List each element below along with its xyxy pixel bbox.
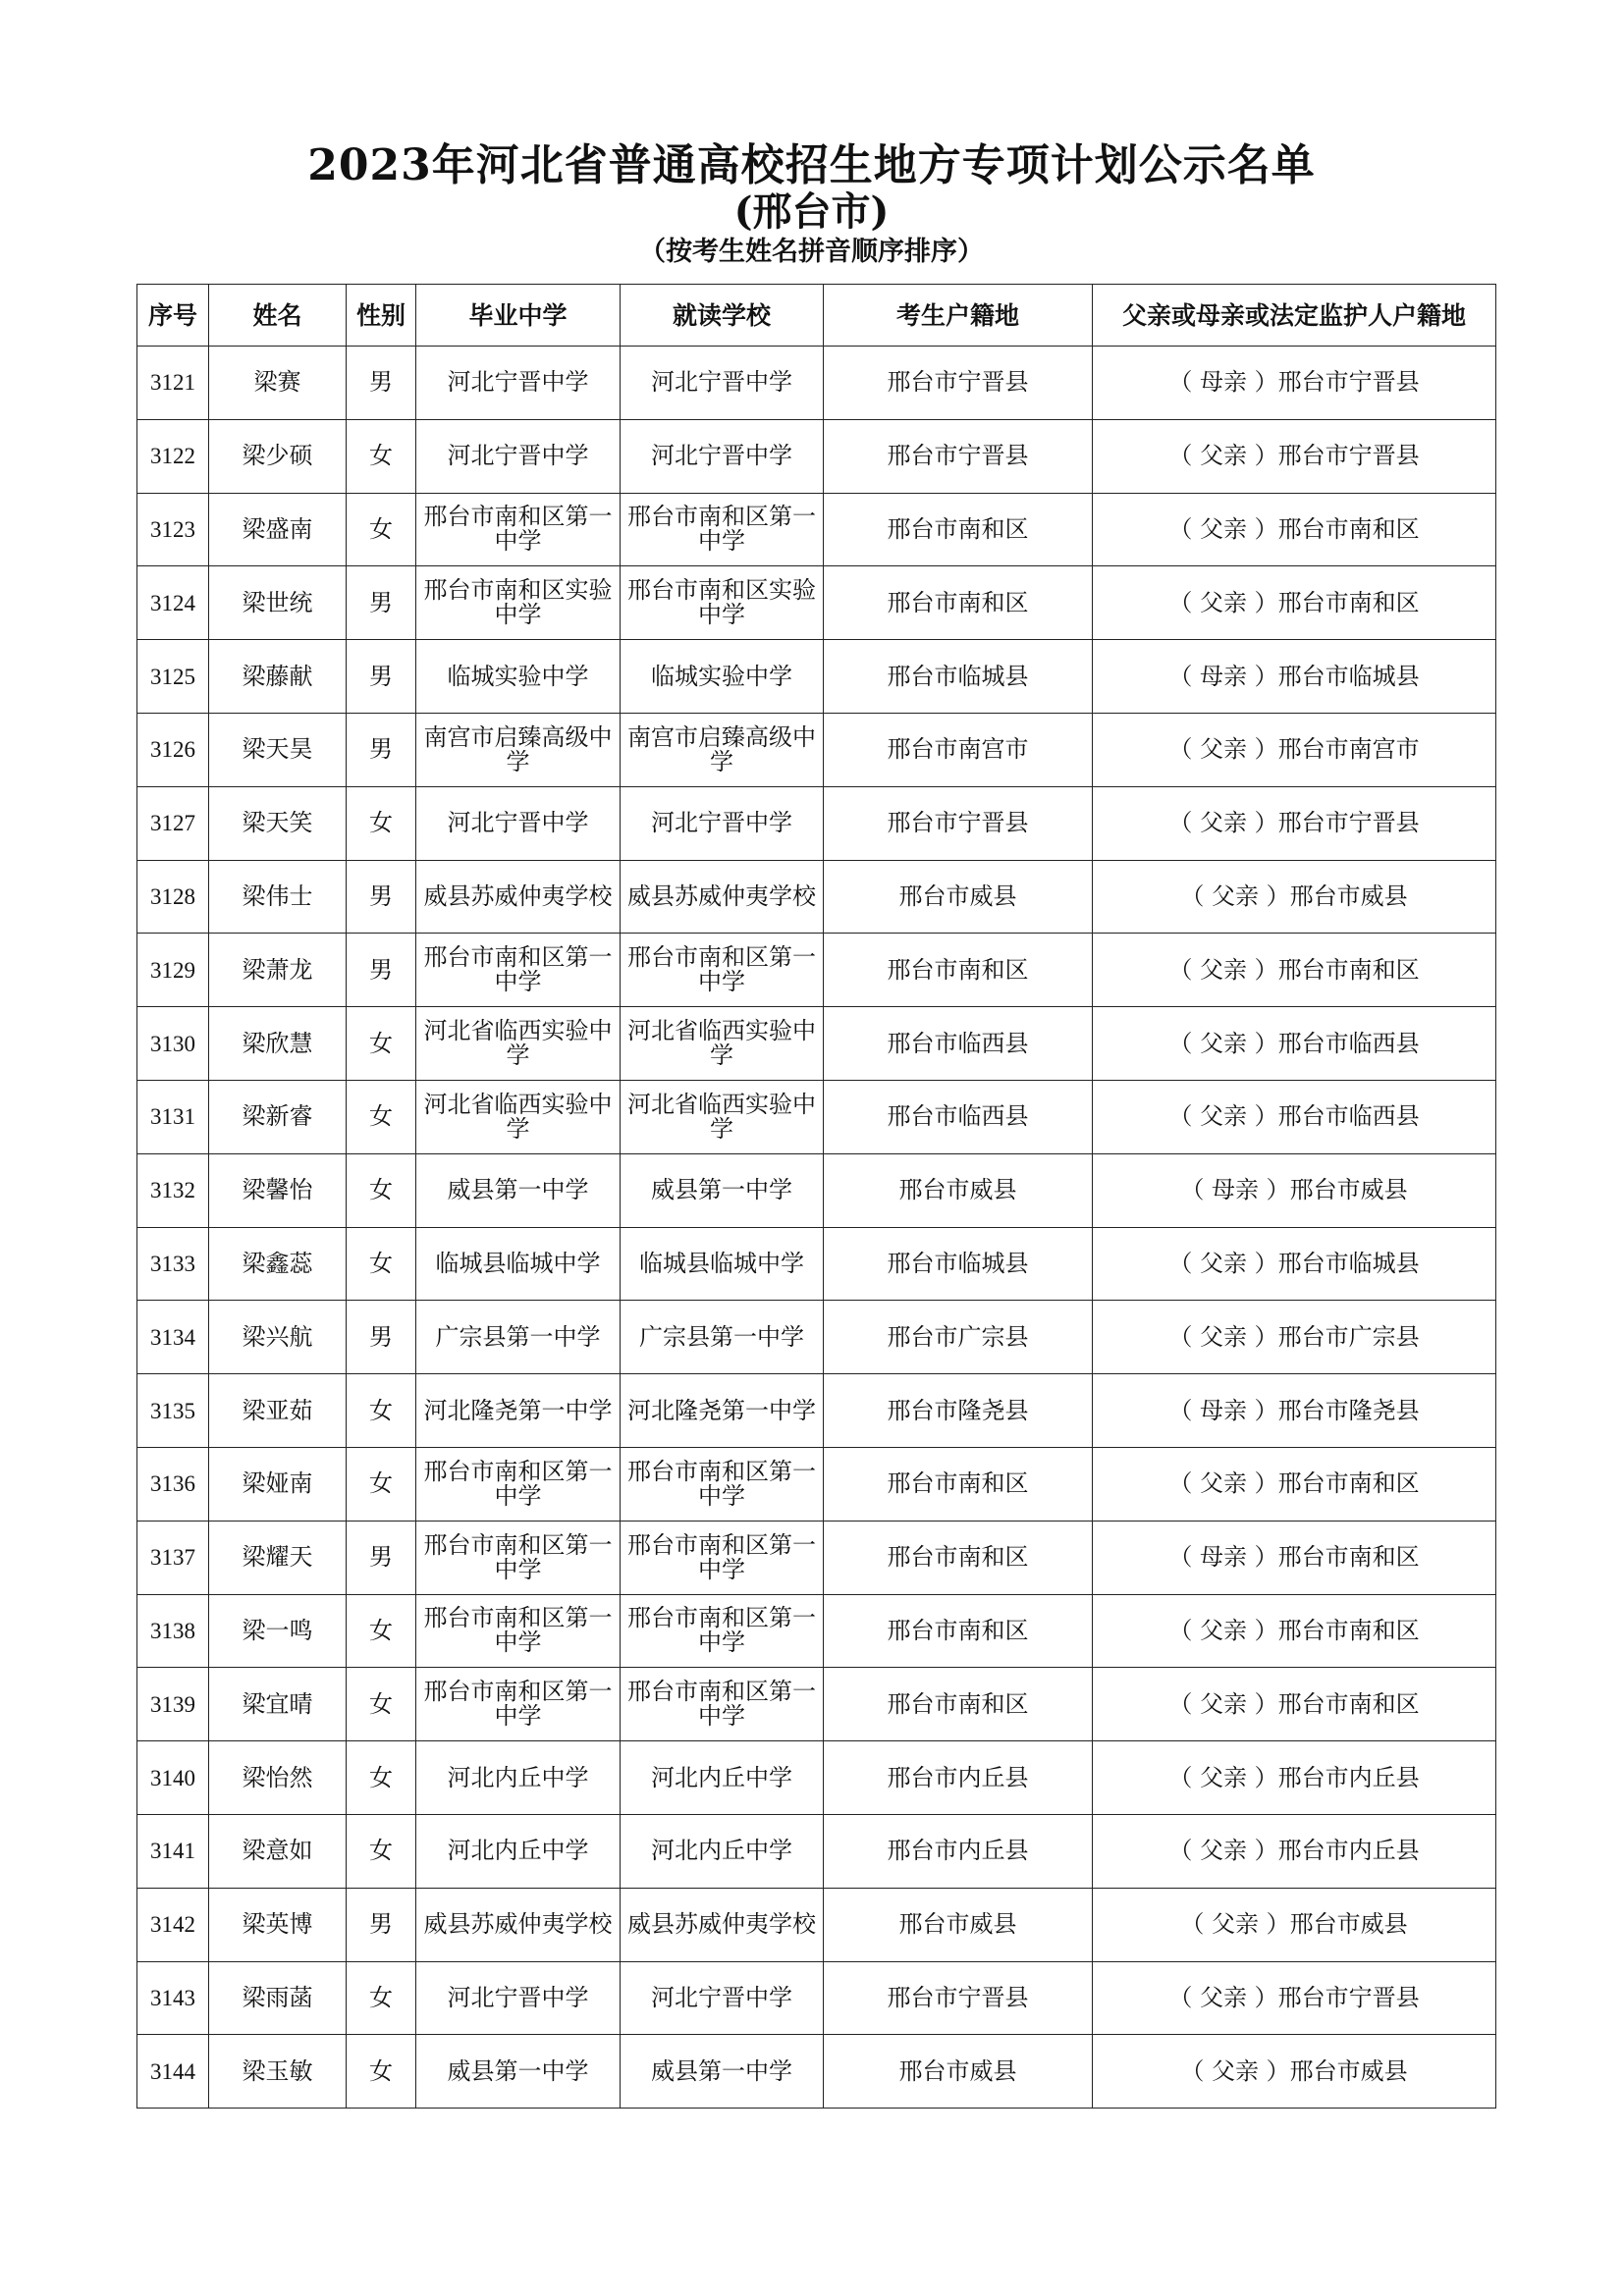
cell-graduation-school: 威县第一中学 bbox=[416, 1153, 621, 1227]
table-row bbox=[137, 2035, 1496, 2109]
cell-graduation-school: 河北宁晋中学 bbox=[416, 1961, 621, 2035]
cell-current-school: 威县苏威仲夷学校 bbox=[621, 1888, 824, 1961]
cell-name: 梁英博 bbox=[209, 1888, 347, 1961]
cell-gender: 男 bbox=[347, 347, 416, 420]
page-subtitle: (邢台市) bbox=[733, 188, 890, 235]
cell-current-school: 邢台市南和区第一中学 bbox=[621, 493, 824, 566]
cell-current-school: 邢台市南和区第一中学 bbox=[621, 1521, 824, 1594]
table-header-row bbox=[137, 285, 1496, 347]
cell-name: 梁盛南 bbox=[209, 493, 347, 566]
cell-name: 梁娅南 bbox=[209, 1447, 347, 1521]
cell-current-school: 河北内丘中学 bbox=[621, 1741, 824, 1815]
cell-current-school: 临城县临城中学 bbox=[621, 1227, 824, 1301]
cell-guardian-residence: （ 父亲 ）邢台市南和区 bbox=[1093, 493, 1496, 566]
cell-student-residence: 邢台市内丘县 bbox=[824, 1741, 1093, 1815]
header-guardian-residence: 父亲或母亲或法定监护人户籍地 bbox=[1093, 285, 1496, 347]
cell-student-residence: 邢台市威县 bbox=[824, 2035, 1093, 2109]
cell-seq: 3130 bbox=[137, 1007, 209, 1081]
table-row bbox=[137, 860, 1496, 934]
cell-graduation-school: 广宗县第一中学 bbox=[416, 1301, 621, 1374]
cell-current-school: 河北宁晋中学 bbox=[621, 347, 824, 420]
table-row bbox=[137, 1227, 1496, 1301]
cell-guardian-residence: （ 父亲 ）邢台市临城县 bbox=[1093, 1227, 1496, 1301]
cell-gender: 女 bbox=[347, 1447, 416, 1521]
cell-student-residence: 邢台市南和区 bbox=[824, 1594, 1093, 1668]
cell-current-school: 河北宁晋中学 bbox=[621, 1961, 824, 2035]
cell-current-school: 邢台市南和区第一中学 bbox=[621, 1447, 824, 1521]
cell-seq: 3138 bbox=[137, 1594, 209, 1668]
cell-guardian-residence: （ 母亲 ）邢台市隆尧县 bbox=[1093, 1374, 1496, 1448]
table-row bbox=[137, 1447, 1496, 1521]
cell-seq: 3140 bbox=[137, 1741, 209, 1815]
table-row bbox=[137, 1668, 1496, 1741]
cell-seq: 3133 bbox=[137, 1227, 209, 1301]
cell-name: 梁一鸣 bbox=[209, 1594, 347, 1668]
cell-guardian-residence: （ 父亲 ）邢台市南和区 bbox=[1093, 1594, 1496, 1668]
cell-graduation-school: 邢台市南和区第一中学 bbox=[416, 934, 621, 1007]
cell-guardian-residence: （ 母亲 ）邢台市临城县 bbox=[1093, 640, 1496, 714]
cell-name: 梁少硕 bbox=[209, 419, 347, 493]
cell-graduation-school: 河北内丘中学 bbox=[416, 1814, 621, 1888]
cell-current-school: 河北省临西实验中学 bbox=[621, 1080, 824, 1153]
cell-gender: 女 bbox=[347, 1668, 416, 1741]
cell-name: 梁玉敏 bbox=[209, 2035, 347, 2109]
cell-guardian-residence: （ 父亲 ）邢台市南和区 bbox=[1093, 1668, 1496, 1741]
cell-student-residence: 邢台市南和区 bbox=[824, 1668, 1093, 1741]
cell-guardian-residence: （ 母亲 ）邢台市威县 bbox=[1093, 1153, 1496, 1227]
cell-gender: 女 bbox=[347, 1814, 416, 1888]
admission-table bbox=[136, 284, 1496, 2109]
cell-student-residence: 邢台市南和区 bbox=[824, 1521, 1093, 1594]
cell-guardian-residence: （ 父亲 ）邢台市临西县 bbox=[1093, 1080, 1496, 1153]
cell-gender: 女 bbox=[347, 419, 416, 493]
cell-guardian-residence: （ 父亲 ）邢台市威县 bbox=[1093, 1888, 1496, 1961]
cell-seq: 3121 bbox=[137, 347, 209, 420]
cell-graduation-school: 威县苏威仲夷学校 bbox=[416, 860, 621, 934]
cell-student-residence: 邢台市临城县 bbox=[824, 1227, 1093, 1301]
cell-gender: 女 bbox=[347, 1007, 416, 1081]
cell-guardian-residence: （ 父亲 ）邢台市内丘县 bbox=[1093, 1814, 1496, 1888]
cell-student-residence: 邢台市隆尧县 bbox=[824, 1374, 1093, 1448]
cell-graduation-school: 邢台市南和区第一中学 bbox=[416, 1594, 621, 1668]
page-title: 2023年河北省普通高校招生地方专项计划公示名单 bbox=[307, 140, 1316, 190]
cell-gender: 男 bbox=[347, 934, 416, 1007]
cell-guardian-residence: （ 父亲 ）邢台市威县 bbox=[1093, 860, 1496, 934]
cell-gender: 女 bbox=[347, 1961, 416, 2035]
cell-current-school: 临城实验中学 bbox=[621, 640, 824, 714]
cell-seq: 3131 bbox=[137, 1080, 209, 1153]
cell-current-school: 邢台市南和区第一中学 bbox=[621, 1668, 824, 1741]
cell-seq: 3134 bbox=[137, 1301, 209, 1374]
cell-name: 梁亚茹 bbox=[209, 1374, 347, 1448]
cell-current-school: 邢台市南和区实验中学 bbox=[621, 566, 824, 640]
cell-student-residence: 邢台市临西县 bbox=[824, 1080, 1093, 1153]
cell-gender: 女 bbox=[347, 1227, 416, 1301]
cell-student-residence: 邢台市威县 bbox=[824, 1153, 1093, 1227]
cell-graduation-school: 邢台市南和区实验中学 bbox=[416, 566, 621, 640]
cell-name: 梁世统 bbox=[209, 566, 347, 640]
cell-graduation-school: 邢台市南和区第一中学 bbox=[416, 1521, 621, 1594]
table-row bbox=[137, 1814, 1496, 1888]
table-row bbox=[137, 1961, 1496, 2035]
cell-student-residence: 邢台市宁晋县 bbox=[824, 786, 1093, 860]
cell-seq: 3144 bbox=[137, 2035, 209, 2109]
cell-seq: 3128 bbox=[137, 860, 209, 934]
header-student-residence: 考生户籍地 bbox=[824, 285, 1093, 347]
cell-graduation-school: 临城实验中学 bbox=[416, 640, 621, 714]
cell-name: 梁天笑 bbox=[209, 786, 347, 860]
cell-name: 梁馨怡 bbox=[209, 1153, 347, 1227]
cell-seq: 3142 bbox=[137, 1888, 209, 1961]
table-row bbox=[137, 1153, 1496, 1227]
table-row bbox=[137, 713, 1496, 786]
cell-gender: 女 bbox=[347, 1741, 416, 1815]
cell-seq: 3141 bbox=[137, 1814, 209, 1888]
cell-graduation-school: 河北宁晋中学 bbox=[416, 347, 621, 420]
cell-student-residence: 邢台市南和区 bbox=[824, 493, 1093, 566]
cell-name: 梁藤献 bbox=[209, 640, 347, 714]
cell-gender: 女 bbox=[347, 1153, 416, 1227]
cell-student-residence: 邢台市南和区 bbox=[824, 1447, 1093, 1521]
cell-current-school: 威县第一中学 bbox=[621, 2035, 824, 2109]
cell-student-residence: 邢台市内丘县 bbox=[824, 1814, 1093, 1888]
cell-seq: 3139 bbox=[137, 1668, 209, 1741]
header-seq: 序号 bbox=[137, 285, 209, 347]
cell-graduation-school: 邢台市南和区第一中学 bbox=[416, 1668, 621, 1741]
cell-student-residence: 邢台市宁晋县 bbox=[824, 347, 1093, 420]
cell-graduation-school: 威县苏威仲夷学校 bbox=[416, 1888, 621, 1961]
cell-name: 梁怡然 bbox=[209, 1741, 347, 1815]
cell-seq: 3129 bbox=[137, 934, 209, 1007]
cell-gender: 女 bbox=[347, 493, 416, 566]
table-row bbox=[137, 1521, 1496, 1594]
table-row bbox=[137, 1007, 1496, 1081]
cell-student-residence: 邢台市威县 bbox=[824, 1888, 1093, 1961]
cell-gender: 男 bbox=[347, 1521, 416, 1594]
cell-name: 梁意如 bbox=[209, 1814, 347, 1888]
table-row bbox=[137, 419, 1496, 493]
cell-seq: 3127 bbox=[137, 786, 209, 860]
cell-guardian-residence: （ 父亲 ）邢台市南和区 bbox=[1093, 1447, 1496, 1521]
cell-gender: 女 bbox=[347, 2035, 416, 2109]
cell-seq: 3132 bbox=[137, 1153, 209, 1227]
cell-seq: 3135 bbox=[137, 1374, 209, 1448]
table-row bbox=[137, 566, 1496, 640]
cell-name: 梁天昊 bbox=[209, 713, 347, 786]
header-graduation-school: 毕业中学 bbox=[416, 285, 621, 347]
cell-seq: 3126 bbox=[137, 713, 209, 786]
cell-current-school: 威县苏威仲夷学校 bbox=[621, 860, 824, 934]
cell-gender: 男 bbox=[347, 713, 416, 786]
cell-student-residence: 邢台市宁晋县 bbox=[824, 419, 1093, 493]
cell-guardian-residence: （ 父亲 ）邢台市南和区 bbox=[1093, 934, 1496, 1007]
cell-guardian-residence: （ 母亲 ）邢台市南和区 bbox=[1093, 1521, 1496, 1594]
cell-graduation-school: 邢台市南和区第一中学 bbox=[416, 1447, 621, 1521]
cell-current-school: 河北省临西实验中学 bbox=[621, 1007, 824, 1081]
cell-student-residence: 邢台市南宫市 bbox=[824, 713, 1093, 786]
cell-gender: 女 bbox=[347, 1594, 416, 1668]
cell-current-school: 河北宁晋中学 bbox=[621, 786, 824, 860]
table-row bbox=[137, 1080, 1496, 1153]
cell-name: 梁欣慧 bbox=[209, 1007, 347, 1081]
cell-name: 梁新睿 bbox=[209, 1080, 347, 1153]
cell-graduation-school: 南宫市启臻高级中学 bbox=[416, 713, 621, 786]
cell-name: 梁伟士 bbox=[209, 860, 347, 934]
cell-guardian-residence: （ 父亲 ）邢台市南和区 bbox=[1093, 566, 1496, 640]
cell-graduation-school: 威县第一中学 bbox=[416, 2035, 621, 2109]
cell-gender: 女 bbox=[347, 1374, 416, 1448]
cell-current-school: 威县第一中学 bbox=[621, 1153, 824, 1227]
table-row bbox=[137, 934, 1496, 1007]
cell-guardian-residence: （ 父亲 ）邢台市威县 bbox=[1093, 2035, 1496, 2109]
cell-student-residence: 邢台市宁晋县 bbox=[824, 1961, 1093, 2035]
cell-name: 梁耀天 bbox=[209, 1521, 347, 1594]
cell-guardian-residence: （ 父亲 ）邢台市宁晋县 bbox=[1093, 419, 1496, 493]
cell-guardian-residence: （ 父亲 ）邢台市临西县 bbox=[1093, 1007, 1496, 1081]
cell-guardian-residence: （ 父亲 ）邢台市宁晋县 bbox=[1093, 786, 1496, 860]
cell-name: 梁赛 bbox=[209, 347, 347, 420]
cell-seq: 3122 bbox=[137, 419, 209, 493]
cell-seq: 3137 bbox=[137, 1521, 209, 1594]
cell-name: 梁萧龙 bbox=[209, 934, 347, 1007]
cell-gender: 男 bbox=[347, 640, 416, 714]
cell-guardian-residence: （ 母亲 ）邢台市宁晋县 bbox=[1093, 347, 1496, 420]
cell-guardian-residence: （ 父亲 ）邢台市南宫市 bbox=[1093, 713, 1496, 786]
sort-note: （按考生姓名拼音顺序排序） bbox=[639, 237, 984, 267]
cell-seq: 3124 bbox=[137, 566, 209, 640]
cell-seq: 3136 bbox=[137, 1447, 209, 1521]
cell-gender: 女 bbox=[347, 1080, 416, 1153]
table-row bbox=[137, 640, 1496, 714]
cell-current-school: 河北宁晋中学 bbox=[621, 419, 824, 493]
cell-current-school: 河北内丘中学 bbox=[621, 1814, 824, 1888]
cell-student-residence: 邢台市临西县 bbox=[824, 1007, 1093, 1081]
cell-name: 梁兴航 bbox=[209, 1301, 347, 1374]
cell-current-school: 南宫市启臻高级中学 bbox=[621, 713, 824, 786]
table-row bbox=[137, 347, 1496, 420]
cell-guardian-residence: （ 父亲 ）邢台市广宗县 bbox=[1093, 1301, 1496, 1374]
cell-graduation-school: 邢台市南和区第一中学 bbox=[416, 493, 621, 566]
cell-student-residence: 邢台市临城县 bbox=[824, 640, 1093, 714]
table-row bbox=[137, 1888, 1496, 1961]
table-row bbox=[137, 1301, 1496, 1374]
table-row bbox=[137, 493, 1496, 566]
cell-current-school: 邢台市南和区第一中学 bbox=[621, 934, 824, 1007]
header-gender: 性别 bbox=[347, 285, 416, 347]
cell-gender: 男 bbox=[347, 860, 416, 934]
cell-graduation-school: 河北宁晋中学 bbox=[416, 419, 621, 493]
table-row bbox=[137, 786, 1496, 860]
cell-graduation-school: 河北宁晋中学 bbox=[416, 786, 621, 860]
cell-seq: 3123 bbox=[137, 493, 209, 566]
cell-seq: 3125 bbox=[137, 640, 209, 714]
cell-current-school: 广宗县第一中学 bbox=[621, 1301, 824, 1374]
cell-name: 梁宜晴 bbox=[209, 1668, 347, 1741]
header-current-school: 就读学校 bbox=[621, 285, 824, 347]
cell-gender: 男 bbox=[347, 566, 416, 640]
cell-name: 梁雨菡 bbox=[209, 1961, 347, 2035]
cell-graduation-school: 河北内丘中学 bbox=[416, 1741, 621, 1815]
cell-graduation-school: 河北省临西实验中学 bbox=[416, 1007, 621, 1081]
table-row bbox=[137, 1594, 1496, 1668]
cell-graduation-school: 河北隆尧第一中学 bbox=[416, 1374, 621, 1448]
cell-current-school: 邢台市南和区第一中学 bbox=[621, 1594, 824, 1668]
cell-guardian-residence: （ 父亲 ）邢台市内丘县 bbox=[1093, 1741, 1496, 1815]
cell-seq: 3143 bbox=[137, 1961, 209, 2035]
cell-student-residence: 邢台市南和区 bbox=[824, 934, 1093, 1007]
table-row bbox=[137, 1374, 1496, 1448]
cell-student-residence: 邢台市广宗县 bbox=[824, 1301, 1093, 1374]
cell-graduation-school: 临城县临城中学 bbox=[416, 1227, 621, 1301]
table-body bbox=[137, 347, 1496, 2109]
cell-current-school: 河北隆尧第一中学 bbox=[621, 1374, 824, 1448]
table-row bbox=[137, 1741, 1496, 1815]
cell-gender: 男 bbox=[347, 1301, 416, 1374]
cell-guardian-residence: （ 父亲 ）邢台市宁晋县 bbox=[1093, 1961, 1496, 2035]
cell-student-residence: 邢台市南和区 bbox=[824, 566, 1093, 640]
cell-student-residence: 邢台市威县 bbox=[824, 860, 1093, 934]
cell-name: 梁鑫蕊 bbox=[209, 1227, 347, 1301]
cell-gender: 男 bbox=[347, 1888, 416, 1961]
cell-gender: 女 bbox=[347, 786, 416, 860]
header-name: 姓名 bbox=[209, 285, 347, 347]
cell-graduation-school: 河北省临西实验中学 bbox=[416, 1080, 621, 1153]
